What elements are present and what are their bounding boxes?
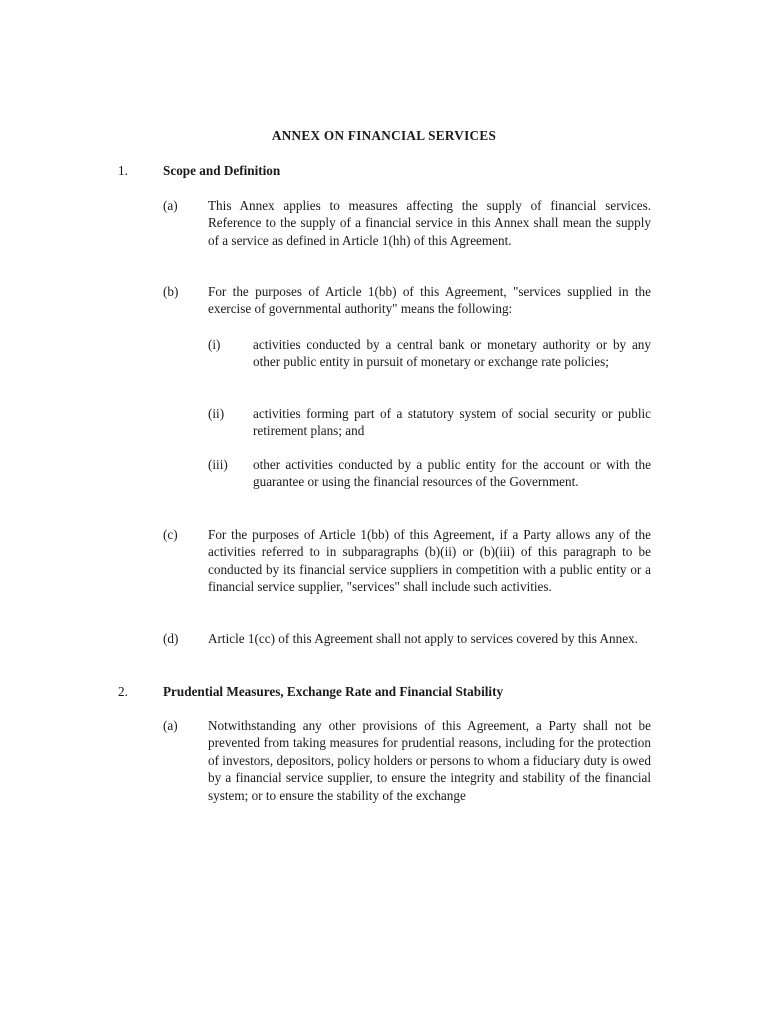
section-number: 1.	[118, 163, 128, 178]
paragraph-1c	[163, 526, 651, 596]
paragraph-1a	[163, 197, 651, 249]
paragraph-label: (c)	[163, 527, 178, 542]
subitem-text: other activities conducted by a public entity for the account or with the guarantee or using the financial resources of the Government.	[253, 457, 651, 490]
subitem-label: (ii)	[208, 406, 225, 421]
paragraph-text: Article 1(cc) of this Agreement shall not apply to services covered by this Annex.	[208, 631, 638, 646]
paragraph-text: For the purposes of Article 1(bb) of this Agreement, if a Party allows any of the activities referred to in subparagraphs (b)(ii) or (b)(iii) of this paragraph to be conducted by its financial service suppliers in competition with a public entity or a financial service supplier, "services" shall include such activities.	[208, 527, 651, 595]
paragraph-1b	[163, 283, 651, 318]
paragraph-2a	[163, 717, 651, 804]
subitem-text: activities forming part of a statutory system of social security or public retirement plans; and	[253, 406, 651, 439]
section-number: 2.	[118, 684, 128, 699]
paragraph-text: For the purposes of Article 1(bb) of this Agreement, "services supplied in the exercise of governmental authority" means the following:	[208, 284, 651, 317]
subitem-label: (i)	[208, 337, 221, 352]
paragraph-text: This Annex applies to measures affecting the supply of financial services. Reference to the supply of a financial service in this Annex shall mean the supply of a service as defined in Article 1(hh) of this Agreement.	[208, 198, 651, 248]
subitem-1b-ii	[208, 405, 651, 440]
paragraph-label: (b)	[163, 284, 179, 299]
section-heading: Prudential Measures, Exchange Rate and Financial Stability	[163, 684, 504, 699]
subitem-1b-i	[208, 336, 651, 371]
document-title: ANNEX ON FINANCIAL SERVICES	[271, 128, 497, 143]
paragraph-label: (a)	[163, 718, 178, 733]
section-heading: Scope and Definition	[163, 163, 281, 178]
subitem-label: (iii)	[208, 457, 228, 472]
paragraph-1d	[163, 630, 651, 647]
paragraph-label: (d)	[163, 631, 179, 646]
subitem-text: activities conducted by a central bank or monetary authority or by any other public entity in pursuit of monetary or exchange rate policies;	[253, 337, 651, 370]
paragraph-label: (a)	[163, 198, 178, 213]
subitem-1b-iii	[208, 456, 651, 491]
paragraph-text: Notwithstanding any other provisions of this Agreement, a Party shall not be prevented from taking measures for prudential reasons, including for the protection of investors, depositors, policy holders or persons to whom a fiduciary duty is owed by a financial service supplier, to ensure the integrity and stability of the financial system; or to ensure the stability of the exchange	[208, 718, 651, 803]
